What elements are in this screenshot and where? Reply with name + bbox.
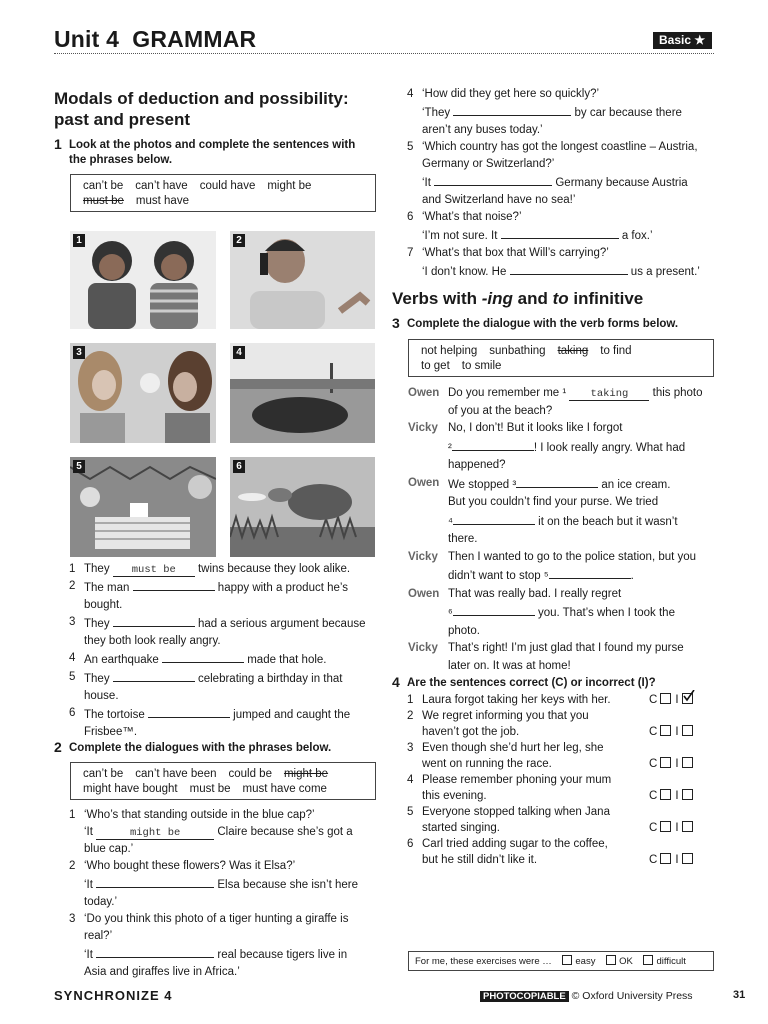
checkbox-incorrect[interactable] xyxy=(682,725,693,736)
list-item: 5 ‘Which country has got the longest coastline – Austria, Germany or Switzerland?’ ‘It Germany because Austria and Switzerland have no sea!’ xyxy=(407,141,698,206)
exercise-3-instruction: 3 Complete the dialogue with the verb forms below. xyxy=(392,315,679,331)
checkbox-incorrect[interactable] xyxy=(682,821,693,832)
argument-illustration xyxy=(70,343,216,443)
twins-illustration xyxy=(70,231,216,329)
answer-blank[interactable] xyxy=(510,262,628,275)
dialogue-line: Vicky Then I wanted to go to the police station, but you didn’t want to stop ⁵ . xyxy=(408,550,697,582)
photo-hole-in-road xyxy=(230,343,375,443)
header-divider xyxy=(54,53,714,54)
list-item: 4 An earthquake made that hole. xyxy=(69,652,327,666)
correct-incorrect-options: C I xyxy=(649,852,697,868)
section-heading-modals: Modals of deduction and possibility: past and present xyxy=(54,89,349,129)
checkbox-difficult[interactable] xyxy=(643,955,653,965)
exercise-2-list xyxy=(69,807,389,981)
photo-number: 5 xyxy=(73,460,85,473)
list-item: 3 They had a serious argument because they both look really angry. xyxy=(69,616,366,647)
checkbox-ok[interactable] xyxy=(606,955,616,965)
page-title: Unit 4 GRAMMAR xyxy=(54,26,257,52)
list-item: 3 ‘Do you think this photo of a tiger hunting a giraffe is real?’ ‘It real because tigers live in Asia and giraffes live in Africa.’ xyxy=(69,913,349,978)
answer-blank[interactable] xyxy=(516,475,598,488)
answer-blank[interactable] xyxy=(133,578,215,591)
checkbox-correct[interactable] xyxy=(660,757,671,768)
exercise-4-instruction: 4 Are the sentences correct (C) or incorrect (I)? xyxy=(392,674,656,690)
answer-blank[interactable] xyxy=(148,705,230,718)
dialogue-line: Owen We stopped ³ an ice cream. But you couldn’t find your purse. We tried ⁴ it on the beach but it wasn’t there. xyxy=(408,476,678,545)
list-item: 5 They celebrating a birthday in that house. xyxy=(69,671,343,702)
level-badge: Basic ★ xyxy=(653,32,712,49)
answer-blank[interactable]: taking xyxy=(569,388,649,401)
checkbox-incorrect[interactable] xyxy=(682,757,693,768)
list-item: 4 ‘How did they get here so quickly?’ ‘They by car because there aren’t any buses today.’ xyxy=(407,88,682,136)
checkbox-incorrect[interactable] xyxy=(682,853,693,864)
exercise-1-list xyxy=(69,561,389,741)
exercise-1-instruction: 1 Look at the photos and complete the sentences with the phrases below. xyxy=(54,136,356,166)
list-item: 2 The man happy with a product he’s bought. xyxy=(69,580,349,611)
photo-tortoise-frisbee xyxy=(230,457,375,557)
dialogue-line: Vicky No, I don’t! But it looks like I forgot ² ! I look really angry. What had happened? xyxy=(408,422,686,471)
list-item: 5 Everyone stopped talking when Jana started singing. C I xyxy=(407,804,712,836)
exercise-3-phrase-box: not helping sunbathing taking to find to get to smile xyxy=(408,339,714,377)
answer-blank[interactable] xyxy=(452,438,534,451)
correct-incorrect-options: C I xyxy=(649,724,697,740)
checkbox-correct[interactable] xyxy=(660,853,671,864)
answer-blank[interactable] xyxy=(434,173,552,186)
answer-blank[interactable] xyxy=(113,614,195,627)
checkbox-easy[interactable] xyxy=(562,955,572,965)
answer-blank[interactable] xyxy=(549,566,631,579)
list-item: 6 ‘What’s that noise?’ ‘I’m not sure. It a fox.’ xyxy=(407,211,653,242)
list-item: 2 We regret informing you that you haven’t got the job. C I xyxy=(407,708,712,740)
correct-incorrect-options: C I xyxy=(649,756,697,772)
exercise-2-phrase-box: can’t be can’t have been could be might be might have bought must be must have come xyxy=(70,762,376,800)
copyright-line: PHOTOCOPIABLE © Oxford University Press xyxy=(480,990,693,1002)
photo-man-on-phone xyxy=(230,231,375,329)
hole-illustration xyxy=(230,343,375,443)
exercise-2-instruction: 2 Complete the dialogues with the phrases below. xyxy=(54,739,332,755)
man-on-phone-illustration xyxy=(230,231,375,329)
checkbox-correct[interactable] xyxy=(660,789,671,800)
list-item: 1 They must be twins because they look alike. xyxy=(69,563,351,576)
exercise-4-list xyxy=(407,692,712,868)
exercise-3-dialogue xyxy=(408,385,720,675)
answer-blank[interactable] xyxy=(113,669,195,682)
checkbox-correct[interactable] xyxy=(660,821,671,832)
checkbox-correct[interactable] xyxy=(660,725,671,736)
list-item: 6 The tortoise jumped and caught the Frisbee™. xyxy=(69,707,351,738)
list-item: 3 Even though she’d hurt her leg, she went on running the race. C I xyxy=(407,740,712,772)
list-item: 2 ‘Who bought these flowers? Was it Elsa?’ ‘It Elsa because she isn’t here today.’ xyxy=(69,860,358,908)
checkbox-incorrect-checked[interactable] xyxy=(682,693,693,704)
list-item: 7 ‘What’s that box that Will’s carrying?’ ‘I don’t know. He us a present.’ xyxy=(407,247,700,278)
answer-blank[interactable] xyxy=(453,603,535,616)
dialogue-line: Owen Do you remember me ¹ taking this photo of you at the beach? xyxy=(408,387,703,417)
checkbox-incorrect[interactable] xyxy=(682,789,693,800)
correct-incorrect-options: C I xyxy=(649,820,697,836)
list-item: 1 Laura forgot taking her keys with her. C I xyxy=(407,692,712,708)
list-item: 1 ‘Who’s that standing outside in the blue cap?’ ‘It might be Claire because she’s got a blue cap.’ xyxy=(69,809,353,855)
answer-blank[interactable] xyxy=(453,512,535,525)
list-item: 4 Please remember phoning your mum this evening. C I xyxy=(407,772,712,804)
answer-blank[interactable]: might be xyxy=(96,827,214,840)
photo-twins xyxy=(70,231,216,329)
dialogue-line: Vicky That’s right! I’m just glad that I found my purse later on. It was at home! xyxy=(408,642,684,672)
answer-blank[interactable] xyxy=(162,650,244,663)
correct-incorrect-options: C I xyxy=(649,692,697,708)
answer-blank[interactable]: must be xyxy=(113,564,195,577)
section-heading-verbs: Verbs with -ing and to infinitive xyxy=(392,289,644,308)
photo-number: 2 xyxy=(233,234,245,247)
answer-blank[interactable] xyxy=(501,226,619,239)
brand-logo: SYNCHRONIZE 4 xyxy=(54,988,173,1003)
photo-number: 6 xyxy=(233,460,245,473)
tortoise-illustration xyxy=(230,457,375,557)
photo-number: 1 xyxy=(73,234,85,247)
party-illustration xyxy=(70,457,216,557)
exercise-2-continued-list xyxy=(407,86,727,281)
photo-number: 4 xyxy=(233,346,245,359)
self-assessment-box: For me, these exercises were … easy OK difficult xyxy=(408,951,714,971)
photo-party-house xyxy=(70,457,216,557)
answer-blank[interactable] xyxy=(453,103,571,116)
photo-argument xyxy=(70,343,216,443)
page-number: 31 xyxy=(733,989,746,1001)
list-item: 6 Carl tried adding sugar to the coffee, but he still didn’t like it. C I xyxy=(407,836,712,868)
checkbox-correct[interactable] xyxy=(660,693,671,704)
photo-number: 3 xyxy=(73,346,85,359)
answer-blank[interactable] xyxy=(96,945,214,958)
dialogue-line: Owen That was really bad. I really regret ⁶ you. That’s when I took the photo. xyxy=(408,587,675,637)
exercise-1-phrase-box: can’t be can’t have could have might be must be must have xyxy=(70,174,376,212)
correct-incorrect-options: C I xyxy=(649,788,697,804)
checkmark-icon xyxy=(683,690,695,702)
answer-blank[interactable] xyxy=(96,875,214,888)
